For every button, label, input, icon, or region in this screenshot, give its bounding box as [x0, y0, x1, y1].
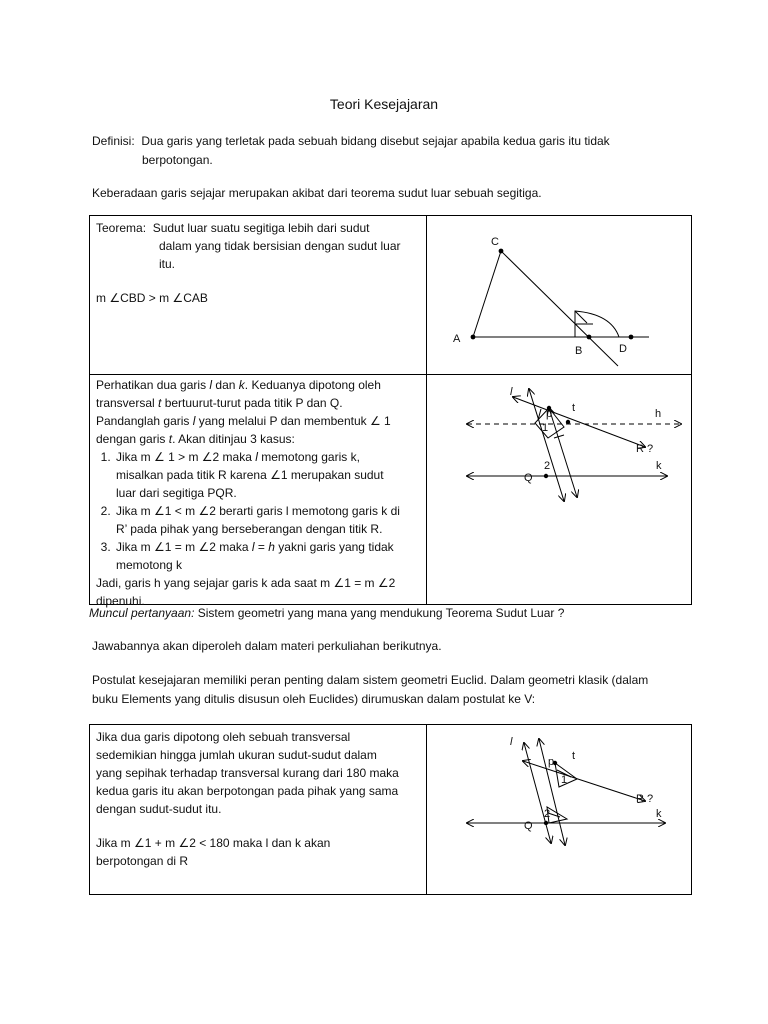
cases-text: Pandanglah garis: [96, 414, 193, 428]
postulate-cell-text: sedemikian hingga jumlah ukuran sudut-sudut dalam: [96, 748, 377, 762]
case-text: luar dari segitiga PQR.: [116, 486, 237, 500]
case-text: =: [254, 540, 269, 554]
var-t: t: [158, 396, 162, 410]
postulate-cell-text: Jika m ∠1 + m ∠2 < 180 maka l dan k akan: [96, 836, 331, 850]
cases-text: yang melalui P dan membentuk ∠ 1: [195, 414, 391, 428]
postulate-cell-text: yang sepihak terhadap transversal kurang dari 180 maka: [96, 766, 399, 780]
label-t: t: [572, 750, 576, 762]
label-k: k: [656, 808, 662, 820]
label-q: Q: [524, 472, 533, 484]
case-text: Jika m ∠1 = m ∠2 maka: [116, 540, 252, 554]
theorem-cell: [96, 219, 422, 307]
postulate-cell-text: kedua garis itu akan berpotongan pada pihak yang sama: [96, 784, 399, 798]
label-angle-2: 2: [544, 460, 551, 472]
transversal-figure: [427, 375, 691, 604]
label-a: A: [453, 333, 461, 345]
cases-text: transversal: [96, 396, 159, 410]
postulate-cell-text: berpotongan di R: [96, 854, 189, 868]
postulate-paragraph: [92, 671, 692, 709]
theorem-text-3: itu.: [159, 257, 176, 271]
label-p: p: [548, 756, 555, 768]
conclusion-1: Jadi, garis h yang sejajar garis k ada saat m ∠1 = m ∠2: [96, 576, 396, 590]
postulate-cell: [96, 728, 424, 870]
cases-text: bertuurut-turut pada titik P dan Q.: [161, 396, 343, 410]
case-text: memotong k: [116, 558, 183, 572]
var-l: l: [209, 378, 213, 392]
postulate-text-1: Postulat kesejajaran memiliki peran penting dalam sistem geometri Euclid. Dalam geometri klasik (dalam: [92, 673, 649, 687]
postulate-text-2: buku Elements yang ditulis disusun oleh Euclides) dirumuskan dalam postulat ke V:: [92, 692, 536, 706]
label-t: t: [572, 402, 576, 414]
label-b: B: [575, 345, 583, 357]
postulate-cell-text: Jika dua garis dipotong oleh sebuah transversal: [96, 730, 351, 744]
postulate-figure: [427, 725, 691, 894]
var-t: t: [168, 432, 173, 446]
case-text: R’ pada pihak yang berseberangan dengan titik R.: [116, 522, 383, 536]
cases-text: . Keduanya dipotong oleh: [244, 378, 381, 392]
conclusion-2: dipenuhi.: [96, 594, 145, 608]
var-l: l: [192, 414, 196, 428]
question-line: [89, 604, 729, 623]
definition-text-2: berpotongan.: [142, 153, 213, 167]
label-h: h: [655, 408, 662, 420]
case-item: [114, 448, 424, 502]
var-l: l: [251, 540, 255, 554]
label-l: l: [510, 736, 513, 748]
question-label: Muncul pertanyaan:: [89, 606, 195, 620]
case-text: memotong garis k,: [257, 450, 360, 464]
cases-text: dan: [212, 378, 239, 392]
var-h: h: [268, 540, 275, 554]
var-l: l: [255, 450, 258, 464]
case-text: Jika m ∠ 1 > m ∠2 maka: [116, 450, 256, 464]
theorem-text-2: dalam yang tidak bersisian dengan sudut luar: [159, 239, 401, 253]
intro-paragraph: Keberadaan garis sejajar merupakan akibat dari teorema sudut luar sebuah segitiga.: [92, 186, 542, 200]
cases-text: Perhatikan dua garis: [96, 378, 210, 392]
question-text: Sistem geometri yang mana yang mendukung Teorema Sudut Luar ?: [194, 606, 565, 620]
case-item: [114, 538, 424, 574]
cases-list: [96, 448, 424, 574]
case-item: [114, 502, 424, 538]
label-r: R ?: [636, 793, 654, 805]
cases-text: . Akan ditinjau 3 kasus:: [172, 432, 295, 446]
label-angle-2: 2: [544, 808, 551, 820]
definition: [92, 132, 692, 170]
page-title: Teori Kesejajaran: [329, 96, 439, 112]
theorem-inequality: m ∠CBD > m ∠CAB: [96, 291, 208, 305]
label-l: l: [510, 386, 513, 398]
label-q: Q: [524, 820, 533, 832]
label-r: R ?: [636, 443, 654, 455]
label-angle-1: 1: [561, 774, 568, 786]
theorem-label: Teorema:: [96, 221, 147, 235]
case-text: yakni garis yang tidak: [274, 540, 394, 554]
case-text: misalkan pada titik R karena ∠1 merupakan sudut: [116, 468, 384, 482]
label-k: k: [656, 460, 662, 472]
answer-paragraph: Jawabannya akan diperoleh dalam materi perkuliahan berikutnya.: [92, 639, 442, 653]
var-k: k: [238, 378, 245, 392]
definition-label: Definisi:: [92, 134, 135, 148]
definition-text-1: Dua garis yang terletak pada sebuah bidang disebut sejajar apabila kedua garis itu tidak: [141, 134, 610, 148]
triangle-figure: [427, 216, 691, 374]
label-p: p: [546, 408, 553, 420]
postulate-cell-text: dengan sudut-sudut itu.: [96, 802, 222, 816]
label-d: D: [619, 343, 627, 355]
theorem-text-1: Sudut luar suatu segitiga lebih dari sudut: [152, 221, 370, 235]
cases-text: dengan garis: [96, 432, 169, 446]
label-c: C: [491, 236, 499, 248]
case-text: Jika m ∠1 < m ∠2 berarti garis l memotong garis k di: [116, 504, 400, 518]
label-angle-1: 1: [542, 422, 549, 434]
cases-cell: [96, 376, 424, 610]
